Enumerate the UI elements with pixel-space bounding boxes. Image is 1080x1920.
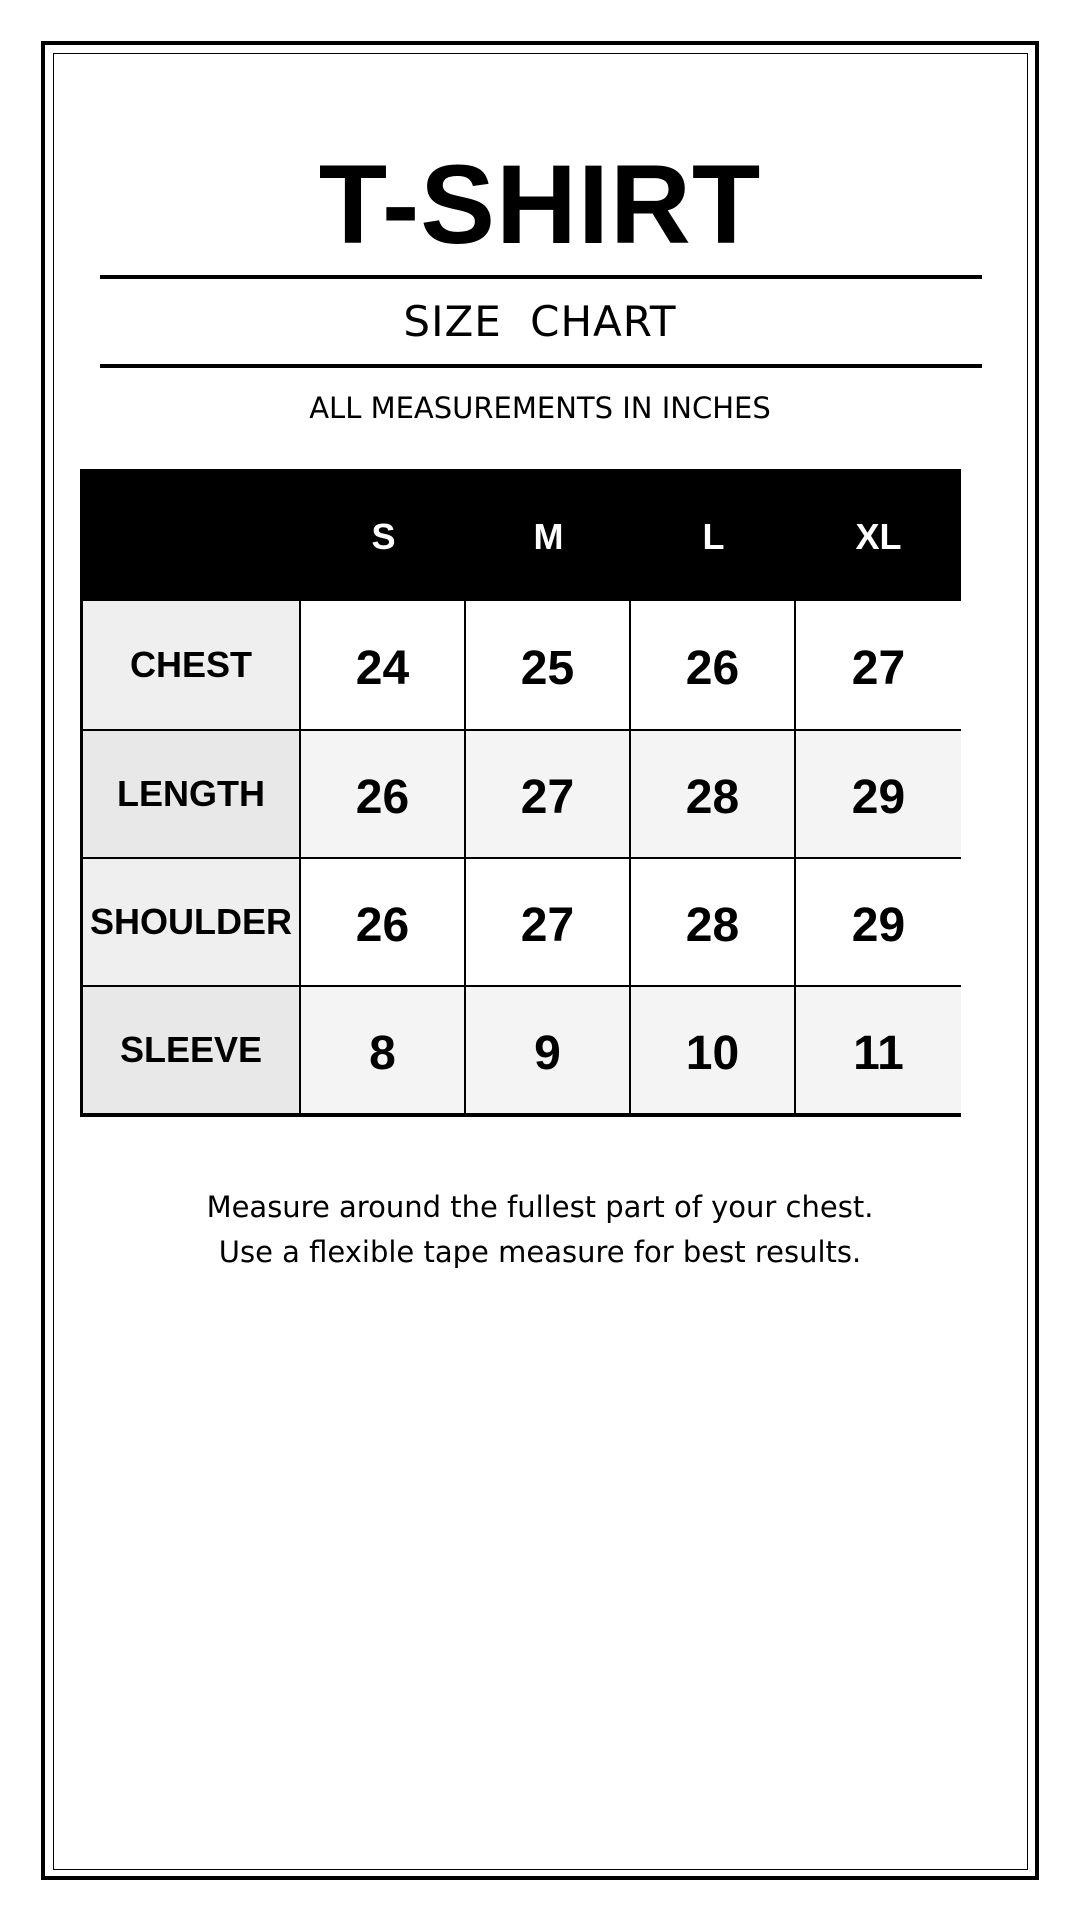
header-size-xl: XL <box>855 515 902 557</box>
divider-bottom <box>100 364 982 368</box>
units-note: ALL MEASUREMENTS IN INCHES <box>309 391 771 425</box>
table-cell: 28 <box>631 731 796 857</box>
table-cell: 28 <box>631 859 796 985</box>
table-cell: 26 <box>301 859 466 985</box>
divider-top <box>100 275 982 279</box>
row-label-shoulder: SHOULDER <box>83 859 301 985</box>
table-cell: 10 <box>631 987 796 1113</box>
table-cell: 29 <box>796 731 961 857</box>
row-label-length: LENGTH <box>83 731 301 857</box>
table-cell: 25 <box>466 601 631 729</box>
table-row-length <box>83 729 958 857</box>
table-cell: 9 <box>466 987 631 1113</box>
table-header-row <box>83 472 958 601</box>
table-row-sleeve <box>83 985 958 1113</box>
size-table <box>80 469 961 1117</box>
header-corner-cell <box>83 472 301 601</box>
page-title: T-SHIRT <box>318 142 762 267</box>
row-label-chest: CHEST <box>83 601 301 729</box>
header-size-l: L <box>702 515 725 557</box>
note-line-1: Measure around the fullest part of your chest. <box>206 1190 874 1224</box>
table-cell: 26 <box>301 731 466 857</box>
table-row-shoulder <box>83 857 958 985</box>
table-row-chest <box>83 601 958 729</box>
measuring-note <box>0 1185 1080 1275</box>
table-cell: 27 <box>796 601 961 729</box>
table-cell: 24 <box>301 601 466 729</box>
table-cell: 26 <box>631 601 796 729</box>
note-line-2: Use a flexible tape measure for best results. <box>218 1235 862 1269</box>
table-cell: 27 <box>466 731 631 857</box>
page-subtitle: SIZE CHART <box>403 297 677 346</box>
table-cell: 11 <box>796 987 961 1113</box>
table-cell: 29 <box>796 859 961 985</box>
row-label-sleeve: SLEEVE <box>83 987 301 1113</box>
table-cell: 8 <box>301 987 466 1113</box>
header-size-m: M <box>533 515 564 557</box>
table-cell: 27 <box>466 859 631 985</box>
header-size-s: S <box>371 515 396 557</box>
